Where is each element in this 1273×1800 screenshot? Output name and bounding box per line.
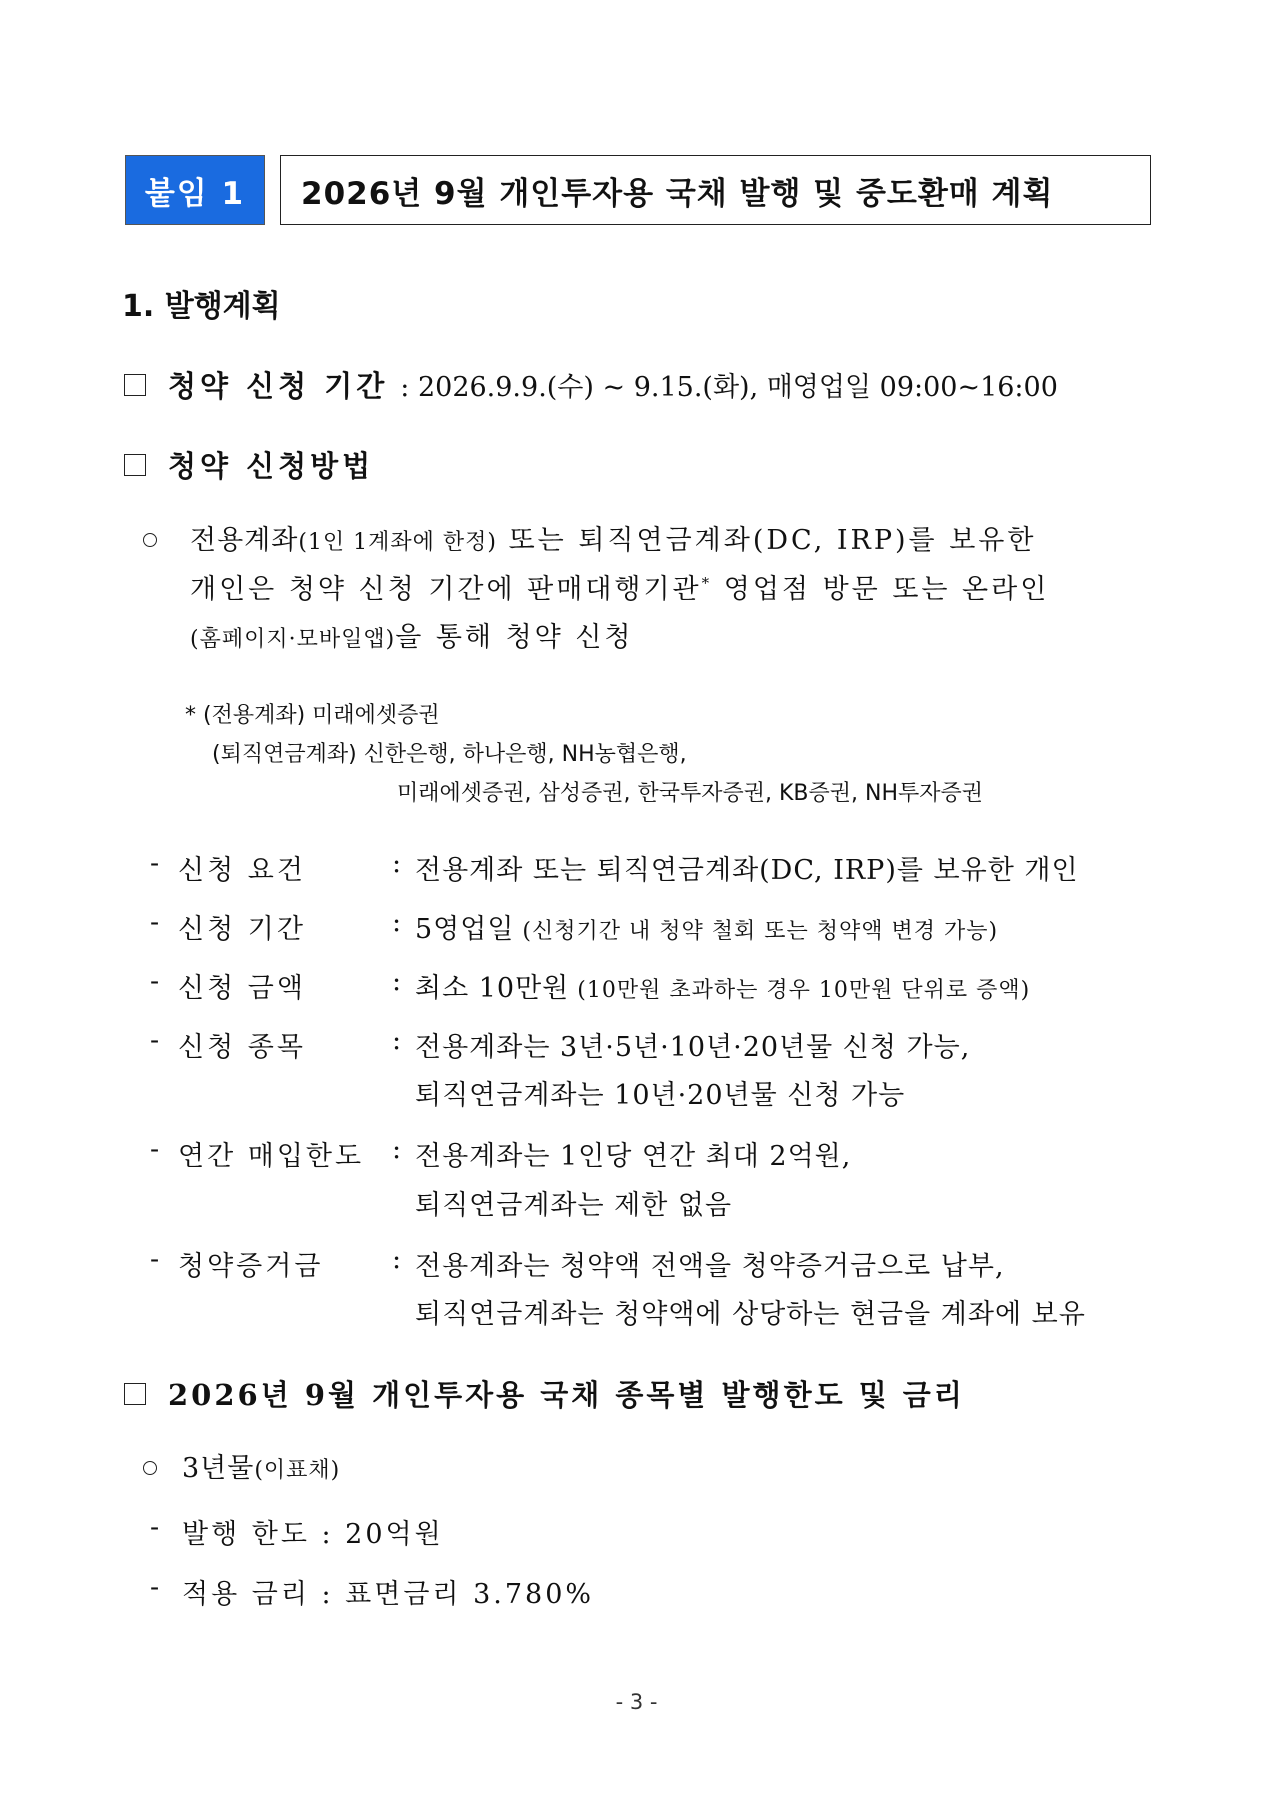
applied-rate: 적용 금리 : 표면금리 3.780%: [182, 1579, 595, 1610]
period-label: 청약 신청 기간: [168, 369, 389, 403]
bullet-circle-icon: [143, 532, 157, 551]
agency-note-line2: (퇴직연금계좌) 신한은행, 하나은행, NH농협은행,: [212, 742, 687, 767]
checkbox-icon: [124, 1383, 146, 1405]
page-number: - 3 -: [615, 1690, 658, 1714]
method-paragraph-line3: (홈페이지·모바일앱)을 통해 청약 신청: [190, 622, 634, 653]
limits-row: [124, 1373, 965, 1414]
section-title: 1. 발행계획: [122, 289, 281, 324]
period-value: : 2026.9.9.(수) ~ 9.15.(화), 매영업일 09:00~16:00: [400, 372, 1058, 403]
checkbox-icon: [124, 454, 146, 476]
bullet-circle-icon: [143, 1460, 157, 1479]
method-paragraph-line2: 개인은 청약 신청 기간에 판매대행기관* 영업점 방문 또는 온라인: [190, 574, 1050, 605]
method-label: 청약 신청방법: [168, 449, 375, 483]
bond-name: 3년물(이표채): [182, 1453, 341, 1484]
document-title: 2026년 9월 개인투자용 국채 발행 및 중도환매 계획: [280, 155, 1151, 225]
issue-limit: 발행 한도 : 20억원: [182, 1519, 444, 1550]
agency-note-line3: 미래에셋증권, 삼성증권, 한국투자증권, KB증권, NH투자증권: [397, 781, 984, 806]
method-paragraph-line1: 전용계좌(1인 1계좌에 한정) 또는 퇴직연금계좌(DC, IRP)를 보유한: [190, 525, 1037, 556]
method-row: [124, 444, 374, 485]
limits-label: 2026년 9월 개인투자용 국채 종목별 발행한도 및 금리: [168, 1378, 965, 1412]
period-row: [124, 364, 1058, 405]
document-header: [125, 155, 1151, 225]
attachment-badge: 붙임 1: [125, 155, 265, 225]
agency-note-line1: * (전용계좌) 미래에셋증권: [185, 703, 440, 728]
checkbox-icon: [124, 374, 146, 396]
